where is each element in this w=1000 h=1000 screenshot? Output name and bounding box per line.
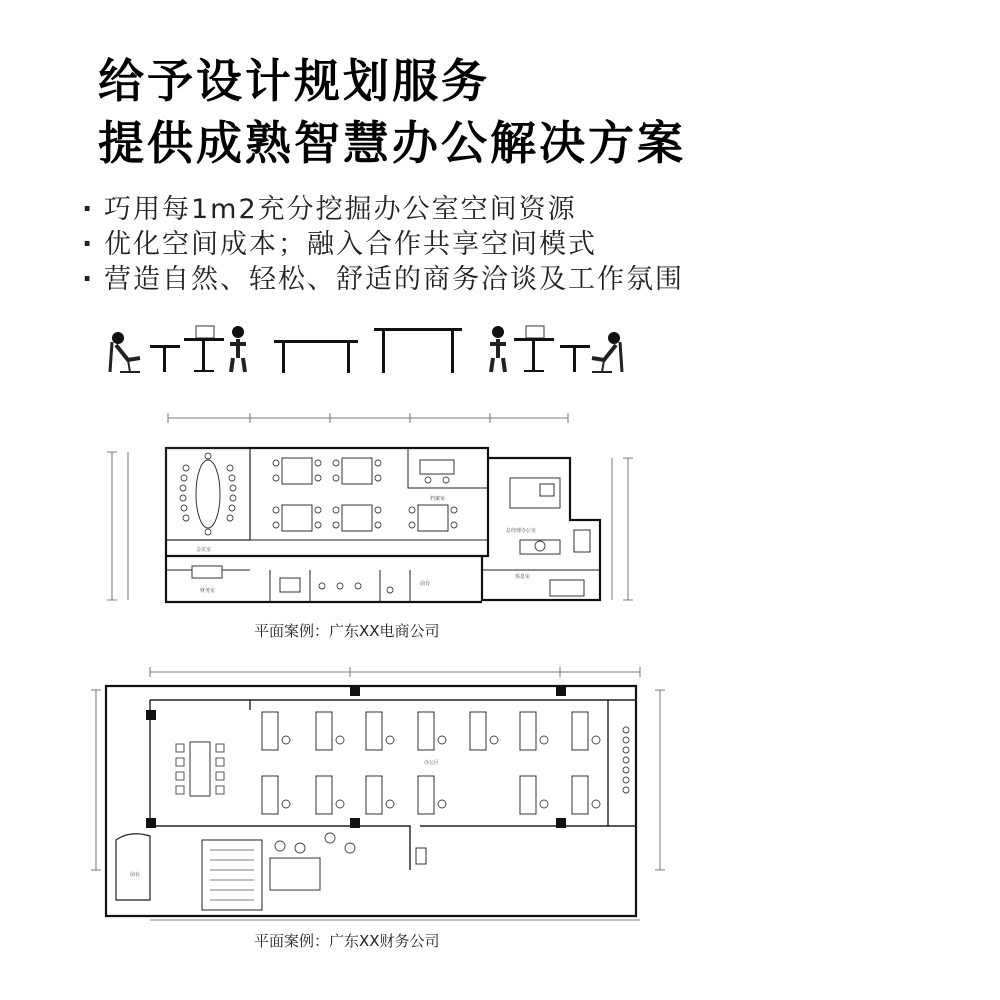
room-label: 前台 xyxy=(420,581,431,587)
meeting-area xyxy=(176,742,224,796)
room-label: 会议室 xyxy=(196,547,212,553)
benefit-text: 巧用每1m2充分挖掘办公室空间资源 xyxy=(104,194,577,225)
workstation-row xyxy=(262,712,588,750)
inner-wall xyxy=(150,700,636,870)
benefit-text: 优化空间成本；融入合作共享空间模式 xyxy=(104,229,597,260)
room-label: 财务室 xyxy=(200,588,216,594)
room-label: 总经理办公室 xyxy=(506,528,537,534)
benefit-text: 营造自然、轻松、舒适的商务洽谈及工作氛围 xyxy=(104,264,684,295)
storage-column xyxy=(623,727,629,793)
plan-caption: 平面案例：广东XX电商公司 xyxy=(254,622,440,640)
room-label: 办公区 xyxy=(424,760,440,766)
headline-line-1: 给予设计规划服务 xyxy=(98,54,490,108)
room-label: 休息室 xyxy=(515,574,531,580)
plan-caption: 平面案例：广东XX财务公司 xyxy=(254,932,440,950)
headline-line-2: 提供成熟智慧办公解决方案 xyxy=(98,116,686,170)
bullet-icon: · xyxy=(82,194,95,225)
reception-area xyxy=(116,833,426,910)
bullet-icon: · xyxy=(82,264,95,295)
workstation-row xyxy=(262,776,588,814)
room-label: 档案室 xyxy=(430,496,446,502)
room-label: 前台 xyxy=(130,872,141,878)
bullet-icon: · xyxy=(82,229,95,260)
